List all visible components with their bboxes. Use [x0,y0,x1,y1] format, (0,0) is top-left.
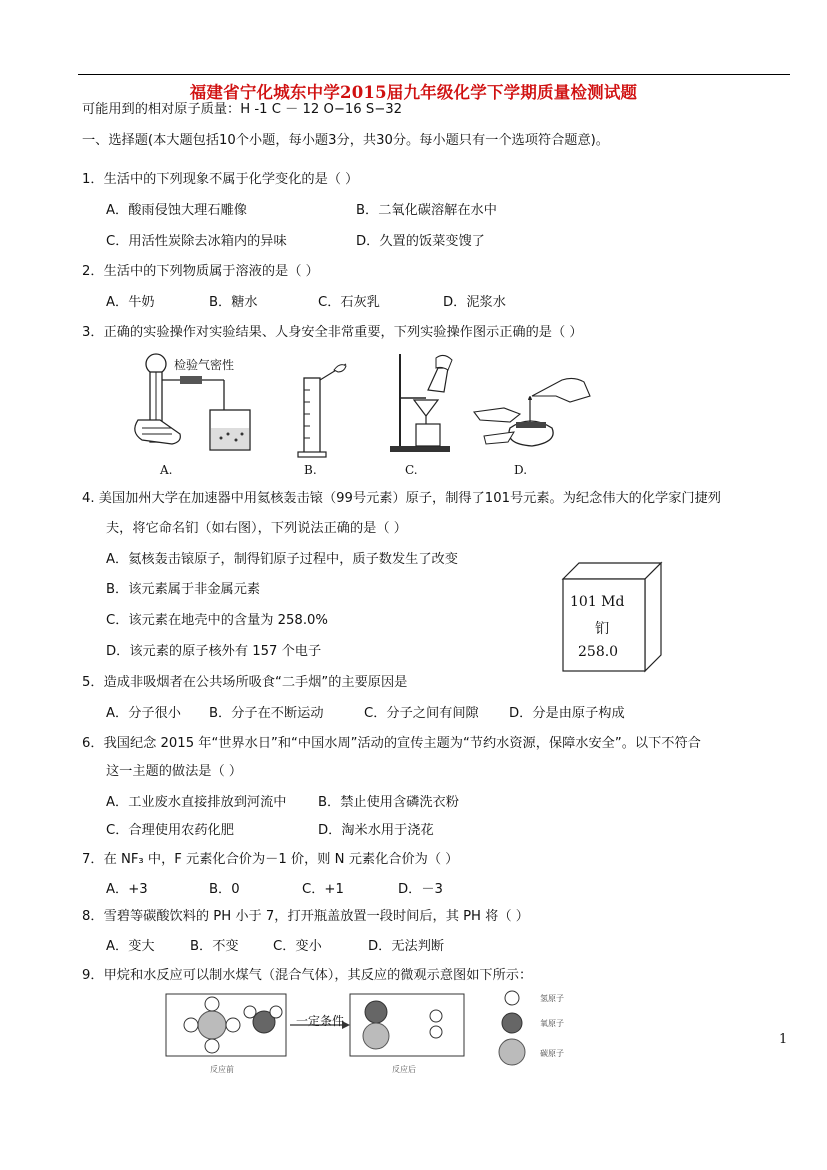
question-8-stem: 8．雪碧等碳酸饮料的 PH 小于 7，打开瓶盖放置一段时间后，其 PH 将（ ） [82,909,529,924]
legend-carbon: 碳原子 [540,1049,564,1058]
page-number: 1 [779,1032,788,1047]
question-7-option-c: C．+1 [302,882,344,897]
section-heading: 一、选择题(本大题包括10个小题，每小题3分，共30分。每小题只有一个选项符合题意)。 [82,133,609,148]
question-2-option-a: A．牛奶 [106,295,155,310]
element-mass: 258.0 [578,644,619,660]
question-4-option-b: B．该元素属于非金属元素 [106,582,261,597]
reaction-diagram [166,992,466,1070]
question-9-stem: 9．甲烷和水反应可以制水煤气（混合气体），其反应的微观示意图如下所示： [82,968,533,983]
question-5-option-c: C．分子之间有间隙 [364,706,479,721]
legend-hydrogen: 氢原子 [540,994,564,1003]
reaction-condition-label: 一定条件 [296,1014,345,1028]
atom-legend [498,988,532,1068]
question-8-option-c: C．变小 [273,939,322,954]
question-4-stem-line2: 夫，将它命名钔（如右图），下列说法正确的是（ ） [106,521,407,536]
question-6-option-a: A．工业废水直接排放到河流中 [106,795,287,810]
question-4-stem-line1: 4. 美国加州大学在加速器中用氦核轰击锿（99号元素）原子，制得了101号元素。为纪念伟大的化学家门捷列 [82,491,721,506]
figure-3d-alcohol-lamp [472,370,602,460]
question-2-option-d: D．泥浆水 [443,295,506,310]
question-6-option-d: D．淘米水用于浇花 [318,823,434,838]
question-6-option-b: B．禁止使用含磷洗衣粉 [318,795,459,810]
figure-3d-label: D. [514,463,528,477]
reaction-before-label: 反应前 [210,1065,234,1074]
reaction-after-label: 反应后 [392,1065,416,1074]
question-6-option-c: C．合理使用农药化肥 [106,823,234,838]
question-7-stem: 7．在 NF₃ 中，F 元素化合价为－1 价，则 N 元素化合价为（ ） [82,852,459,867]
atomic-masses-line: 可能用到的相对原子质量：H -1 C － 12 O−16 S−32 [82,102,403,117]
question-5-stem: 5．造成非吸烟者在公共场所吸食“二手烟”的主要原因是 [82,675,408,690]
question-7-option-d: D．－3 [398,882,443,897]
page-title: 福建省宁化城东中学2015届九年级化学下学期质量检测试题 [189,83,638,102]
question-3-stem: 3．正确的实验操作对实验结果、人身安全非常重要，下列实验操作图示正确的是（ ） [82,325,583,340]
question-2-stem: 2．生活中的下列物质属于溶液的是（ ） [82,264,319,279]
question-7-option-b: B．0 [209,882,240,897]
question-6-stem-line2: 这一主题的做法是（ ） [106,764,243,779]
element-name: 钔 [595,621,609,637]
figure-3b-label: B. [304,463,317,477]
figure-3a-caption: 检验气密性 [174,358,235,372]
question-6-stem-line1: 6．我国纪念 2015 年“世界水日”和“中国水周”活动的宣传主题为“节约水资源，保障水安全”。以下不符合 [82,736,701,751]
question-2-option-b: B．糖水 [209,295,258,310]
question-5-option-a: A．分子很小 [106,706,181,721]
figure-3a-label: A. [160,463,173,477]
question-5-option-d: D．分是由原子构成 [509,706,625,721]
question-1-stem: 1．生活中的下列现象不属于化学变化的是（ ） [82,172,359,187]
question-1-option-a: A．酸雨侵蚀大理石雕像 [106,203,247,218]
question-1-option-b: B．二氧化碳溶解在水中 [356,203,497,218]
question-4-option-a: A．氦核轰击锿原子，制得钔原子过程中，质子数发生了改变 [106,552,458,567]
header-rule [78,74,790,75]
legend-oxygen: 氧原子 [540,1019,564,1028]
question-4-option-c: C．该元素在地壳中的含量为 258.0% [106,613,328,628]
question-7-option-a: A．+3 [106,882,148,897]
question-8-option-b: B．不变 [190,939,239,954]
question-8-option-d: D．无法判断 [368,939,445,954]
question-1-option-c: C．用活性炭除去冰箱内的异味 [106,234,287,249]
question-2-option-c: C．石灰乳 [318,295,380,310]
question-4-option-d: D．该元素的原子核外有 157 个电子 [106,644,322,659]
question-1-option-d: D．久置的饭菜变馊了 [356,234,485,249]
figure-3c-filtration [386,350,456,460]
question-8-option-a: A．变大 [106,939,155,954]
element-number-symbol: 101 Md [570,594,625,610]
figure-3b-cylinder [296,360,356,460]
figure-3c-label: C. [405,463,418,477]
question-5-option-b: B．分子在不断运动 [209,706,324,721]
